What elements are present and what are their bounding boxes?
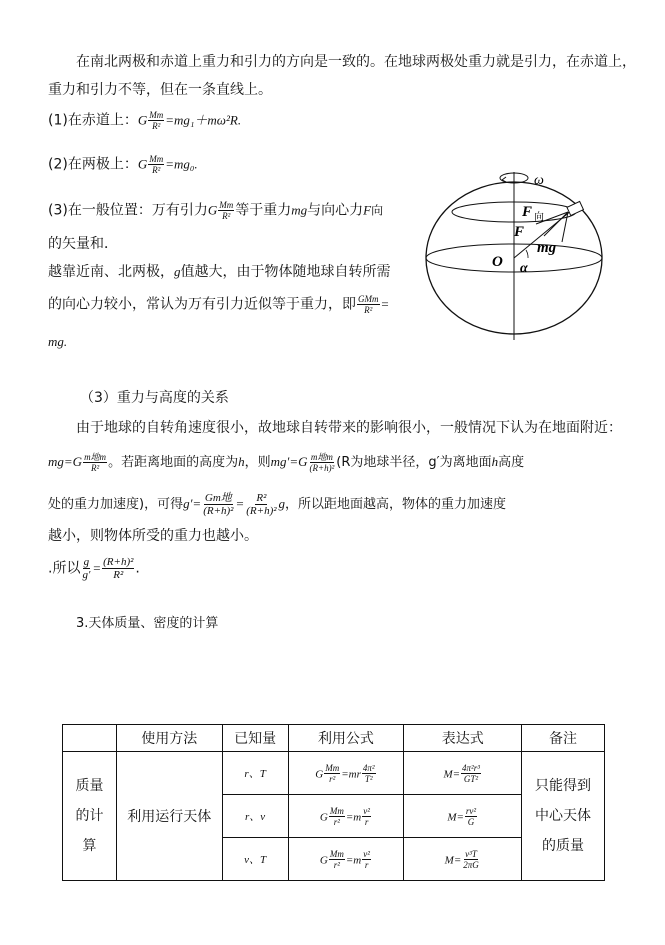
known-cell: r、T xyxy=(222,752,288,795)
expression-cell: M= $\frac{\text{rv²}}{G}$ xyxy=(404,795,522,838)
sec3-line3: 处的重力加速度)，可得g′= $\frac{\text{Gm地}}{\text{(R+h)²}}$ = $\frac{\text{R²}}{\text{(R+h)²}}$ g，所以距地面越高，物体的重力加速度 xyxy=(48,492,507,517)
item3-F: F xyxy=(363,202,372,218)
table-header-row xyxy=(63,725,605,752)
item1-equator xyxy=(48,110,241,131)
F-centripetal-label: F xyxy=(522,204,533,220)
item2-G: G xyxy=(137,156,148,172)
para2-line1: 越靠近南、北两极，g值越大，由于物体随地球自转所需 xyxy=(48,264,391,280)
expression-cell: M= $\frac{\text{4π²r³}}{\text{GT²}}$ xyxy=(404,752,522,795)
note-cell: 只能得到中心天体的质量 xyxy=(522,752,605,881)
item3-mid: 等于重力 xyxy=(235,202,292,219)
row-label-mass: 质量的计算 xyxy=(63,752,117,881)
item3-prefix: (3)在一般位置：万有引力 xyxy=(48,202,208,219)
item3-line2: 的矢量和． xyxy=(48,236,118,252)
item2-poles xyxy=(48,154,198,175)
para2-fraction: $\frac{\text{GMm}}{\text{R²}}$ xyxy=(358,294,379,315)
F-label: F xyxy=(514,224,525,240)
method-cell: 利用运行天体 xyxy=(116,752,222,881)
item3-mg: mg xyxy=(291,202,308,218)
O-label: O xyxy=(492,254,503,270)
table-header-note: 备注 xyxy=(522,725,605,752)
formula-cell: G $\frac{Mm}{\text{r²}}$ =mr $\frac{\text{4π²}}{\text{T²}}$ xyxy=(288,752,404,795)
table-header-expression: 表达式 xyxy=(404,725,522,752)
item2-prefix: (2)在两极上： xyxy=(48,156,138,173)
earth-diagram xyxy=(410,166,620,356)
item2-rhs: =mg₀. xyxy=(165,156,198,172)
table-header-blank xyxy=(63,725,117,752)
item1-G: G xyxy=(137,112,148,128)
known-cell: r、v xyxy=(222,795,288,838)
sec3-line4: 越小，则物体所受的重力也越小。 xyxy=(48,528,258,544)
item3-fraction: $\frac{Mm}{\text{R²}}$ xyxy=(219,200,234,221)
F-centripetal-sub: 向 xyxy=(534,212,544,223)
sec3-line2: mg=G $\frac{\text{m地m}}{\text{R²}}$ 。若距离地面的高度为h，则mg′=G $\frac{\text{m地m}}{\text{(R+h)²}}$ (R为地球半径，g′为离地面h高度 xyxy=(48,452,525,473)
expression-cell: M= $\frac{\text{v³T}}{2\pi G}$ xyxy=(404,838,522,881)
sec3-heading: （3）重力与高度的关系 xyxy=(80,390,229,406)
table-header-known: 已知量 xyxy=(222,725,288,752)
item1-rhs: =mg₁＋mω²R. xyxy=(165,112,242,128)
item3-G: G xyxy=(207,202,218,218)
formula-cell: G $\frac{Mm}{\text{r²}}$ =m $\frac{\text{v²}}{r}$ xyxy=(288,838,404,881)
item3-and: 与向心力 xyxy=(307,202,364,219)
item1-prefix: (1)在赤道上： xyxy=(48,112,138,129)
mass-calculation-table xyxy=(62,724,605,881)
alpha-label: α xyxy=(520,261,528,276)
formula-cell: G $\frac{Mm}{\text{r²}}$ =m $\frac{\text{v²}}{r}$ xyxy=(288,795,404,838)
table-row xyxy=(63,752,605,795)
table-header-method: 使用方法 xyxy=(116,725,222,752)
item3-F-sub: 向 xyxy=(371,203,384,218)
object-block xyxy=(567,201,583,215)
table-header-formula: 利用公式 xyxy=(288,725,404,752)
sec3-line1: 由于地球的自转角速度很小，故地球自转带来的影响很小，一般情况下认为在地面附近： xyxy=(76,420,622,436)
para2-line2: 的向心力较小，常认为万有引力近似等于重力，即 $\frac{\text{GMm}}{\text{R²}}$ = xyxy=(48,294,390,315)
item3-general xyxy=(48,200,383,221)
item1-fraction: $\frac{Mm}{\text{R²}}$ xyxy=(149,110,164,131)
para1-line1: 在南北两极和赤道上重力和引力的方向是一致的。在地球两极处重力就是引力，在赤道上， xyxy=(76,54,636,70)
para2-line3: mg. xyxy=(48,334,68,349)
para1-line2: 重力和引力不等，但在一条直线上。 xyxy=(48,82,272,98)
sec4-heading: 3.天体质量、密度的计算 xyxy=(76,616,219,631)
known-cell: v、T xyxy=(222,838,288,881)
sec3-line5: .所以 $\frac{g}{g'}$ = $\frac{\text{(R+h)²}}{\text{R²}}$ . xyxy=(48,556,140,581)
omega-label: ω xyxy=(534,173,544,188)
mg-label: mg xyxy=(537,240,557,256)
item2-fraction: $\frac{Mm}{\text{R²}}$ xyxy=(149,154,164,175)
